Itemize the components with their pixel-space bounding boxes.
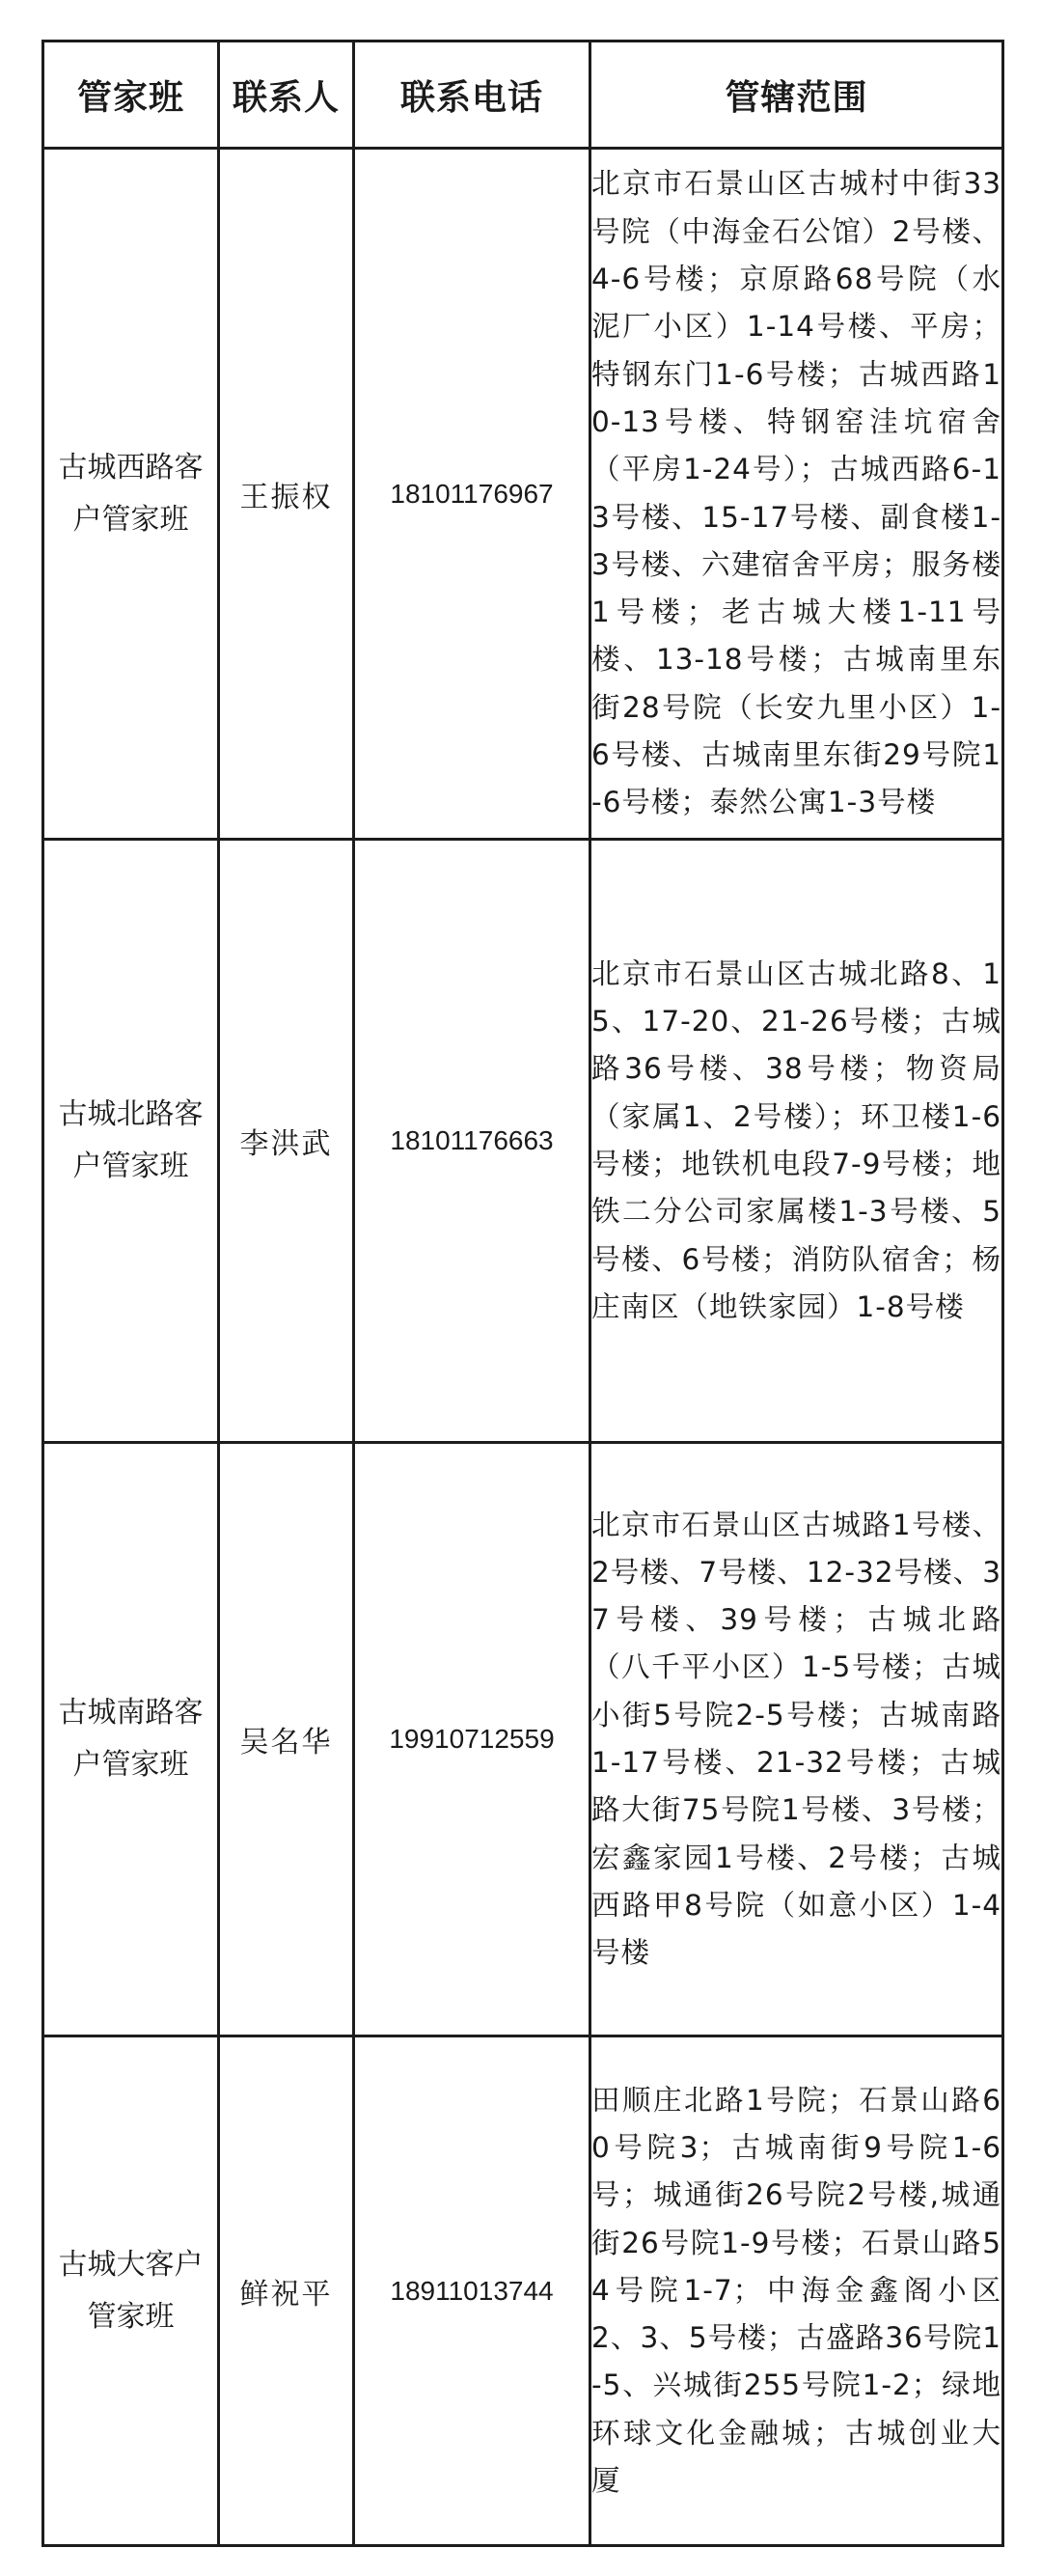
table-row [43,840,1003,1443]
contact-phone: 18911013744 [354,2036,590,2546]
table-row [43,1443,1003,2036]
table-header-row [43,42,1003,149]
header-phone: 联系电话 [354,42,590,149]
contact-person: 鲜祝平 [219,2036,354,2546]
header-contact: 联系人 [219,42,354,149]
jurisdiction-scope: 田顺庄北路1号院；石景山路60号院3；古城南街9号院1-6号；城通街26号院2号楼,城通街26号院1-9号楼；石景山路54号院1-7；中海金鑫阁小区2、3、5号楼；古盛路36号院1-5、兴城街255号院1-2；绿地环球文化金融城；古城创业大厦 [590,2036,1003,2546]
table-row [43,149,1003,840]
contact-phone: 18101176967 [354,149,590,840]
team-name: 古城北路客户管家班 [43,840,219,1443]
contact-person: 李洪武 [219,840,354,1443]
jurisdiction-scope: 北京市石景山区古城路1号楼、2号楼、7号楼、12-32号楼、37号楼、39号楼；古城北路（八千平小区）1-5号楼；古城小街5号院2-5号楼；古城南路1-17号楼、21-32号楼；古城路大街75号院1号楼、3号楼；宏鑫家园1号楼、2号楼；古城西路甲8号院（如意小区）1-4号楼 [590,1443,1003,2036]
team-name: 古城南路客户管家班 [43,1443,219,2036]
header-team: 管家班 [43,42,219,149]
contact-phone: 19910712559 [354,1443,590,2036]
header-scope: 管辖范围 [590,42,1003,149]
jurisdiction-scope: 北京市石景山区古城村中街33号院（中海金石公馆）2号楼、4-6号楼；京原路68号院（水泥厂小区）1-14号楼、平房；特钢东门1-6号楼；古城西路10-13号楼、特钢窑洼坑宿舍（平房1-24号）；古城西路6-13号楼、15-17号楼、副食楼1-3号楼、六建宿舍平房；服务楼1号楼；老古城大楼1-11号楼、13-18号楼；古城南里东街28号院（长安九里小区）1-6号楼、古城南里东街29号院1-6号楼；泰然公寓1-3号楼 [590,149,1003,840]
team-name: 古城西路客户管家班 [43,149,219,840]
contact-person: 王振权 [219,149,354,840]
contact-phone: 18101176663 [354,840,590,1443]
jurisdiction-scope: 北京市石景山区古城北路8、15、17-20、21-26号楼；古城路36号楼、38号楼；物资局（家属1、2号楼）；环卫楼1-6号楼；地铁机电段7-9号楼；地铁二分公司家属楼1-3号楼、5号楼、6号楼；消防队宿舍；杨庄南区（地铁家园）1-8号楼 [590,840,1003,1443]
contact-person: 吴名华 [219,1443,354,2036]
team-name: 古城大客户管家班 [43,2036,219,2546]
housekeeping-team-table [41,40,1004,2547]
table-row [43,2036,1003,2546]
